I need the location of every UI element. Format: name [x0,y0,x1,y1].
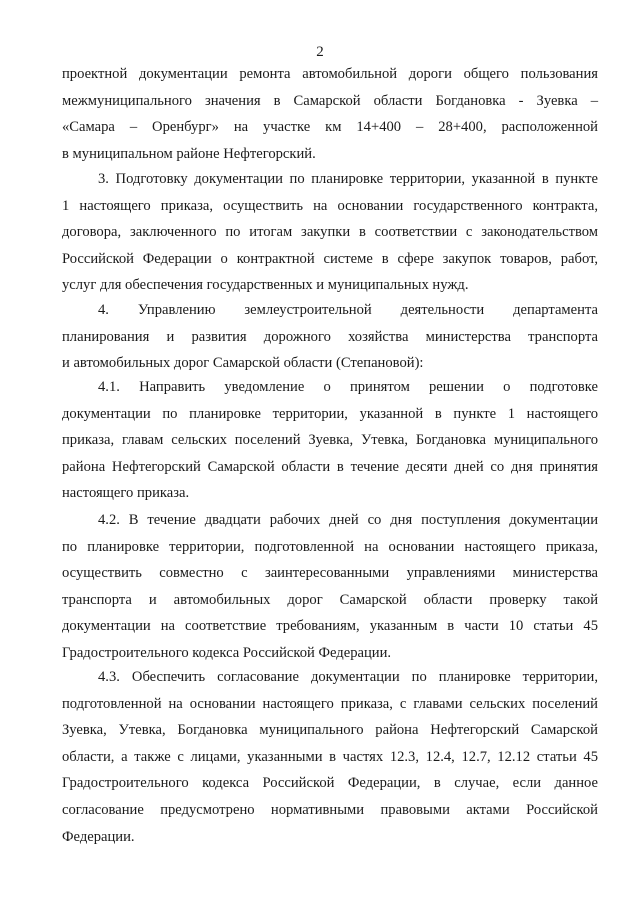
text-line: Зуевка, Утевка, Богдановка муниципального района Нефтегорский Самарской [62,722,598,739]
text-line: по планировке территории, подготовленной на основании настоящего приказа, [62,538,598,555]
paragraph-item-3 [62,166,598,299]
text-line: Федерации. [62,828,135,845]
paragraph-item-4 [62,297,598,377]
paragraph-item-4-3 [62,664,598,850]
text-line: в муниципальном районе Нефтегорский. [62,145,316,162]
text-line: проектной документации ремонта автомобильной дороги общего пользования [62,66,598,82]
text-line: согласование предусмотрено нормативными правовыми актами Российской [62,801,598,818]
text-line: 4.1. Направить уведомление о принятом решении о подготовке [98,379,598,395]
text-line: района Нефтегорский Самарской области в течение десяти дней со дня принятия [62,458,598,475]
text-line: Градостроительного кодекса Российской Федерации. [62,644,392,661]
text-line: Российской Федерации о контрактной системе в сфере закупок товаров, работ, [62,250,598,267]
text-line: договора, заключенного по итогам закупки в соответствии с законодательством [62,224,598,241]
text-line: услуг для обеспечения государственных и муниципальных нужд. [62,277,469,294]
text-line: транспорта и автомобильных дорог Самарской области проверку такой [62,591,598,608]
text-line: планирования и развития дорожного хозяйства министерства транспорта [62,328,598,345]
text-line: области, а также с лицами, указанными в частях 12.3, 12.4, 12.7, 12.12 статьи 45 [62,748,598,765]
text-line: 3. Подготовку документации по планировке территории, указанной в пункте [98,171,598,187]
text-line: подготовленной на основании настоящего приказа, с главами сельских поселений [62,695,598,712]
paragraph-continuation [62,61,598,167]
text-line: и автомобильных дорог Самарской области (Степановой): [62,355,424,372]
text-line: 4.3. Обеспечить согласование документации по планировке территории, [98,669,598,685]
text-line: «Самара – Оренбург» на участке км 14+400 – 28+400, расположенной [62,119,598,136]
text-line: осуществить совместно с заинтересованными управлениями министерства [62,565,598,582]
text-line: межмуниципального значения в Самарской области Богдановка - Зуевка – [62,92,598,109]
text-line: документации на соответствие требованиям, указанным в части 10 статьи 45 [62,618,598,635]
text-line: 4.2. В течение двадцати рабочих дней со дня поступления документации [98,512,598,528]
text-line: Градостроительного кодекса Российской Федерации, в случае, если данное [62,775,598,792]
text-line: 1 настоящего приказа, осуществить на основании государственного контракта, [62,197,598,214]
paragraph-item-4-1 [62,374,598,507]
text-line: настоящего приказа. [62,485,190,502]
paragraph-item-4-2 [62,507,598,667]
text-line: документации по планировке территории, указанной в пункте 1 настоящего [62,405,598,422]
page-number: 2 [316,44,324,60]
text-line: 4. Управлению землеустроительной деятельности департамента [98,302,598,318]
text-line: приказа, главам сельских поселений Зуевка, Утевка, Богдановка муниципального [62,432,598,449]
